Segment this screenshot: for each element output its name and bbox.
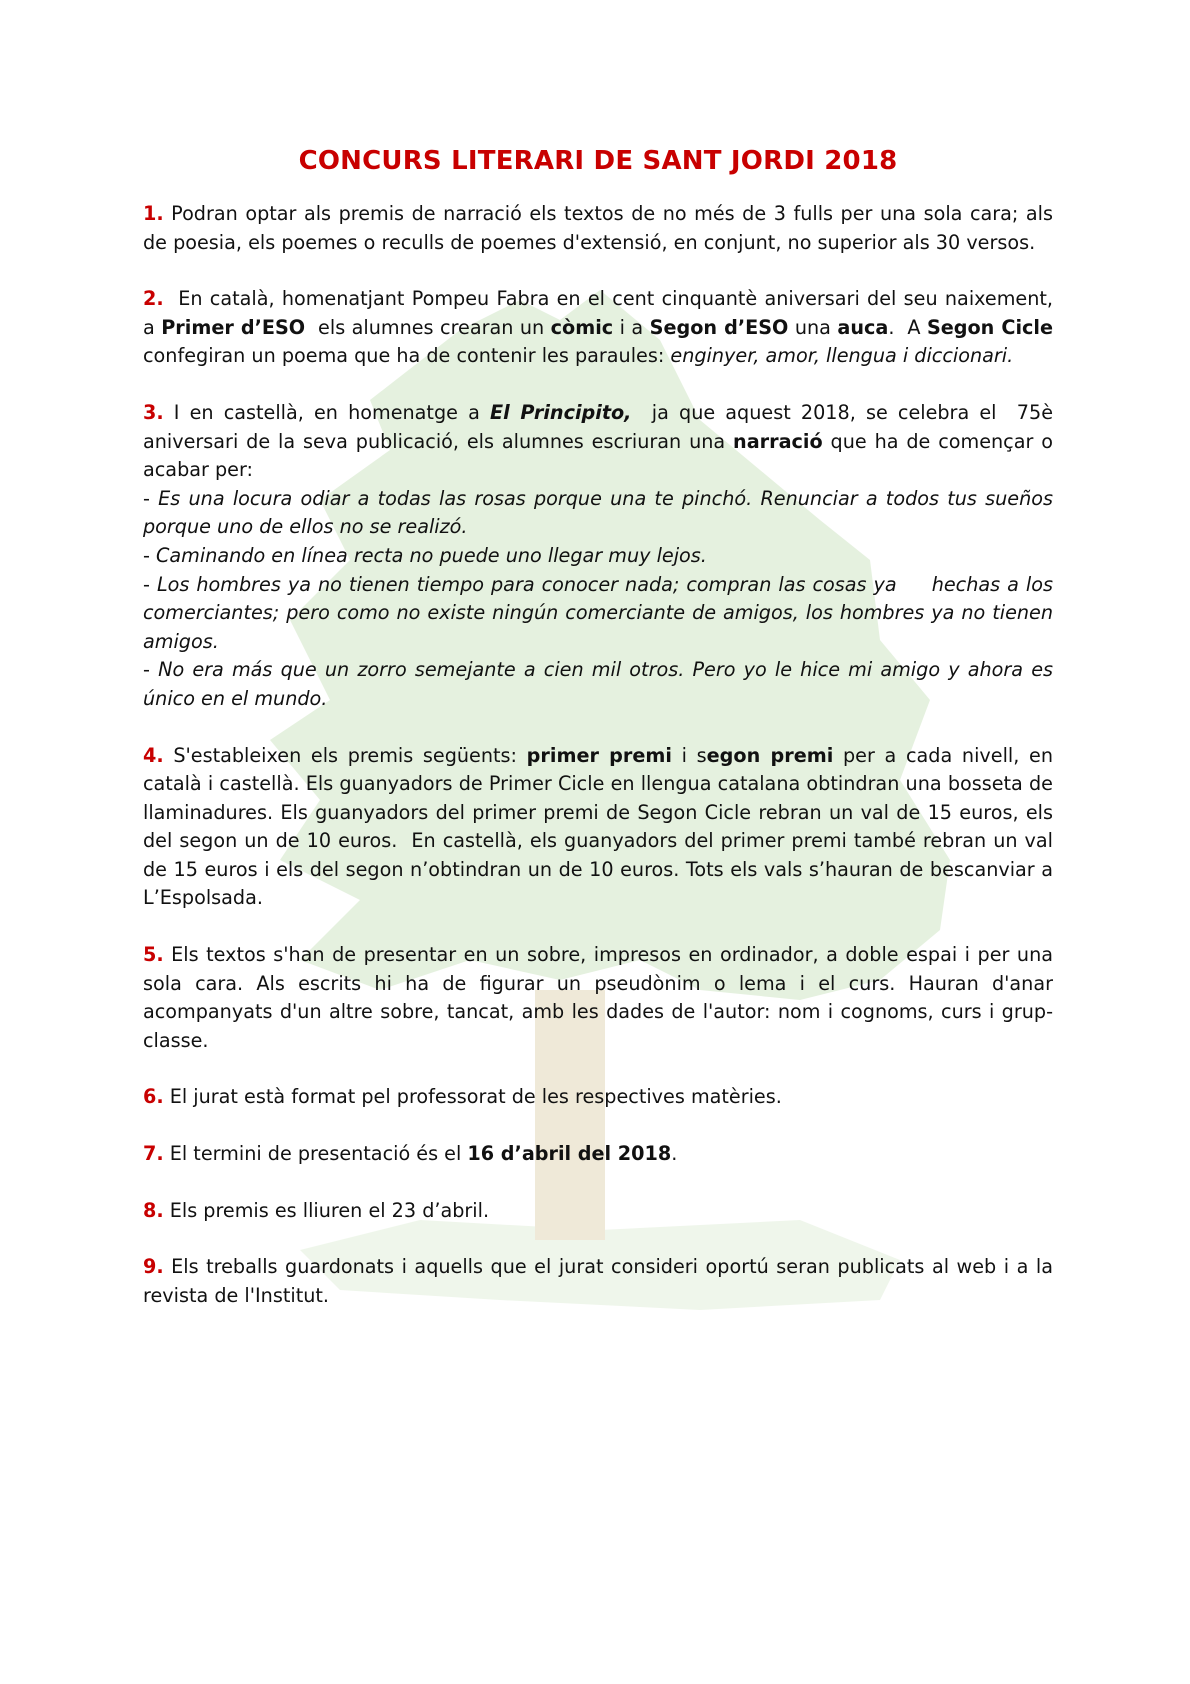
rule-number: 5. xyxy=(143,943,164,967)
rule-item xyxy=(143,1253,1060,1310)
text-run: Els treballs guardonats i aquells que el jurat consideri oportú seran publicats al web i a la revista de l'Institut. xyxy=(143,1255,1060,1307)
text-run: - xyxy=(143,572,157,596)
italic-text: Caminando en línea recta no puede uno llegar muy lejos. xyxy=(156,543,707,567)
bold-text: Segon Cicle xyxy=(926,315,1054,339)
rule-item xyxy=(143,1140,1053,1169)
text-run: una xyxy=(788,315,838,339)
text-run: ja que aquest 2018, se celebra el 75è aniversari de la seva publicació, els alumnes escriuran una xyxy=(143,400,1060,453)
rule-paragraph xyxy=(143,1083,1053,1112)
italic-text: Es una locura odiar a todas las rosas porque una te pinchó. Renunciar a todos tus sueños porque uno de ellos no se realizó. xyxy=(143,486,1060,539)
text-run: Els textos s'han de presentar en un sobre, impresos en ordinador, a doble espai i per una sola cara. Als escrits hi ha de figurar un pseudònim o lema i el curs. Hauran d'anar acompanyats d'un altre sobre, tancat, amb les dades de l'autor: nom i cognoms, curs i grup-classe. xyxy=(143,943,1060,1052)
text-run: En català, homenatjant Pompeu Fabra en el cent cinquantè aniversari del seu naixement, a xyxy=(143,287,1060,339)
text-run: - xyxy=(143,543,157,567)
italic-text: enginyer, amor, llengua i diccionari. xyxy=(670,344,1014,368)
rule-paragraph xyxy=(143,1253,1060,1310)
rule-number: 2. xyxy=(143,287,164,311)
quote-line xyxy=(143,571,1060,657)
text-run: - xyxy=(143,486,159,510)
rule-number: 8. xyxy=(143,1198,164,1222)
rule-paragraph xyxy=(143,742,1060,914)
bold-text: El Principito, xyxy=(489,400,632,424)
rule-item xyxy=(143,1083,1053,1112)
rule-item xyxy=(143,200,1060,257)
rule-item xyxy=(143,1197,1053,1226)
text-run: S'estableixen els premis següents: xyxy=(163,743,527,767)
bold-text: auca xyxy=(837,315,889,339)
text-run: confegiran un poema que ha de contenir les paraules: xyxy=(143,315,1060,368)
text-run: que ha de començar o acabar per: xyxy=(143,429,1060,482)
rule-item xyxy=(143,742,1060,914)
quote-line xyxy=(143,656,1060,713)
bold-text: egon premi xyxy=(706,743,834,767)
rule-paragraph xyxy=(143,200,1060,257)
rules-list xyxy=(143,200,1060,1338)
rule-number: 7. xyxy=(143,1142,164,1166)
rule-paragraph xyxy=(143,1140,1053,1169)
text-run: . xyxy=(671,1142,678,1166)
rule-item xyxy=(143,941,1060,1055)
text-run: els alumnes crearan un xyxy=(305,315,551,339)
rule-paragraph xyxy=(143,1197,1053,1226)
text-run: El termini de presentació és el xyxy=(163,1142,468,1166)
bold-text: primer premi xyxy=(526,743,672,767)
rule-number: 6. xyxy=(143,1085,164,1109)
quote-line xyxy=(143,542,1053,571)
rule-paragraph xyxy=(143,399,1060,485)
bold-text: Segon d’ESO xyxy=(649,315,789,339)
rule-number: 3. xyxy=(143,400,164,424)
rule-paragraph xyxy=(143,285,1060,371)
bold-text: Primer d’ESO xyxy=(161,315,306,339)
text-run: i a xyxy=(613,315,650,339)
text-run: . A xyxy=(888,315,927,339)
rule-item xyxy=(143,399,1060,714)
rule-number: 1. xyxy=(143,202,164,225)
rule-number: 9. xyxy=(143,1255,164,1279)
bold-text: 16 d’abril del 2018 xyxy=(467,1142,672,1166)
text-run: i s xyxy=(671,743,707,767)
text-run: - xyxy=(143,658,159,682)
quote-line xyxy=(143,485,1060,542)
text-run: Podran optar als premis de narració els textos de no més de 3 fulls per una sola cara; als de poesia, els poemes o reculls de poemes d'extensió, en conjunt, no superior als 30 versos. xyxy=(143,202,1060,254)
text-run: per a cada nivell, en català i castellà. Els guanyadors de Primer Cicle en llengua catalana obtindran una bosseta de llaminadures. Els guanyadors del primer premi de Segon Cicle rebran un val de 15 euros, els del segon un de 10 euros. En castellà, els guanyadors del primer premi també rebran un val de 15 euros i els del segon n’obtindran un de 10 euros. Tots els vals s’hauran de bescanviar a L’Espolsada. xyxy=(143,743,1060,910)
text-run: El jurat està format pel professorat de les respectives matèries. xyxy=(163,1085,782,1109)
rule-number: 4. xyxy=(143,743,164,767)
italic-text: No era más que un zorro semejante a cien mil otros. Pero yo le hice mi amigo y ahora es único en el mundo. xyxy=(143,658,1060,710)
rule-item xyxy=(143,285,1060,371)
text-run: Els premis es lliuren el 23 d’abril. xyxy=(163,1198,490,1222)
document-title: CONCURS LITERARI DE SANT JORDI 2018 xyxy=(298,146,898,176)
italic-text: Los hombres ya no tienen tiempo para conocer nada; compran las cosas ya hechas a los comerciantes; pero como no existe ningún comerciante de amigos, los hombres ya no tienen amigos. xyxy=(143,572,1060,653)
text-run: I en castellà, en homenatge a xyxy=(163,400,490,424)
bold-text: narració xyxy=(733,429,823,453)
bold-text: còmic xyxy=(550,315,614,339)
rule-paragraph xyxy=(143,941,1060,1055)
